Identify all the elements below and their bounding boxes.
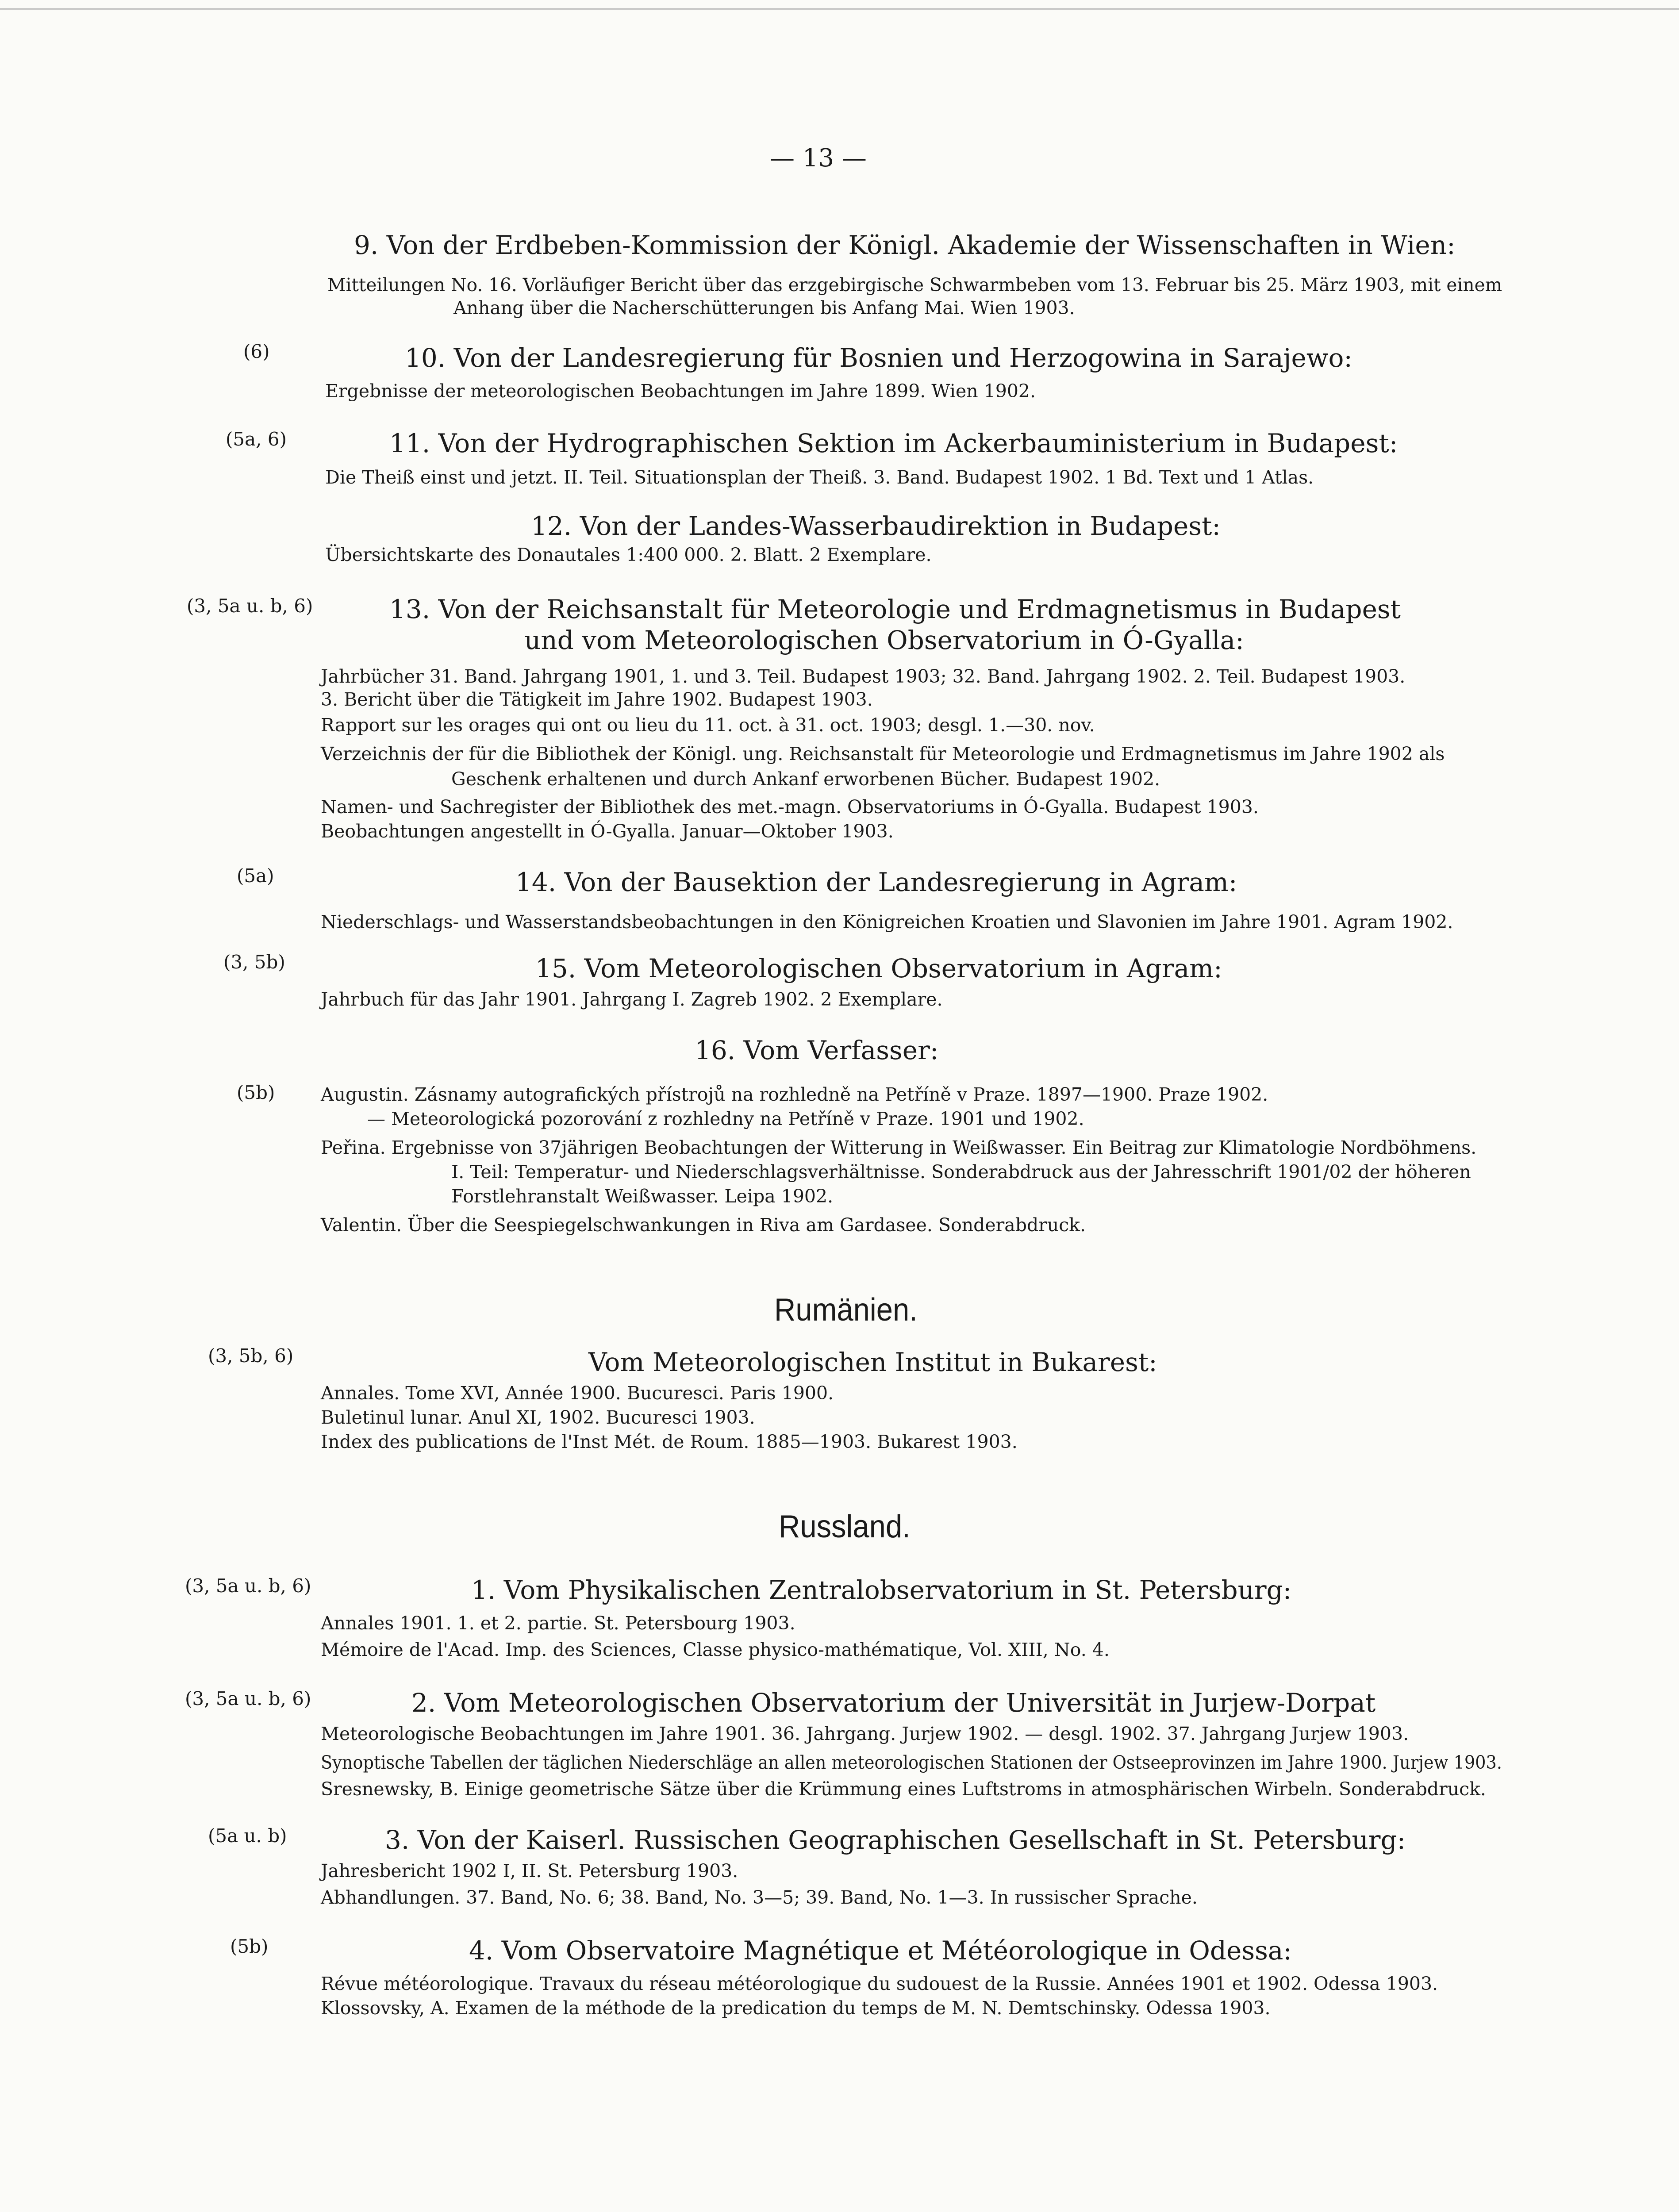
entry-heading: 15. Vom Meteorologischen Observatorium in Agram: xyxy=(535,953,1222,983)
entry-heading: 2. Vom Meteorologischen Observatorium der Universität in Jurjew-Dorpat xyxy=(411,1688,1376,1718)
scan-top-edge xyxy=(0,8,1679,10)
entry-line: Geschenk erhaltenen und durch Ankanf erworbenen Bücher. Budapest 1902. xyxy=(451,768,1160,790)
entry-tag: (3, 5b) xyxy=(223,951,285,973)
entry-line: Abhandlungen. 37. Band, No. 6; 38. Band, No. 3—5; 39. Band, No. 1—3. In russischer Sprache. xyxy=(321,1887,1198,1908)
entry-line: Buletinul lunar. Anul XI, 1902. Bucuresci 1903. xyxy=(321,1407,755,1428)
entry-heading: 3. Von der Kaiserl. Russischen Geographischen Gesellschaft in St. Petersburg: xyxy=(385,1825,1406,1855)
entry-line: Meteorologische Beobachtungen im Jahre 1901. 36. Jahrgang. Jurjew 1902. — desgl. 1902. 37. Jahrgang Jurjew 1903. xyxy=(321,1723,1409,1744)
entry-tag: (3, 5a u. b, 6) xyxy=(185,1575,311,1597)
entry-line: Révue météorologique. Travaux du réseau météorologique du sudouest de la Russie. Années 1901 et 1902. Odessa 1903. xyxy=(321,1973,1438,1994)
entry-heading: 9. Von der Erdbeben-Kommission der Königl. Akademie der Wissenschaften in Wien: xyxy=(354,230,1456,260)
page-number: — 13 — xyxy=(770,144,867,173)
entry-line: Augustin. Zásnamy autografických přístrojů na rozhledně na Petříně v Praze. 1897—1900. Praze 1902. xyxy=(321,1084,1268,1105)
entry-line: Beobachtungen angestellt in Ó-Gyalla. Januar—Oktober 1903. xyxy=(321,821,894,842)
entry-heading: 14. Von der Bausektion der Landesregierung in Agram: xyxy=(515,867,1237,897)
entry-tag: (3, 5a u. b, 6) xyxy=(185,1688,311,1709)
entry-tag: (3, 5b, 6) xyxy=(208,1345,294,1367)
entry-line: Forstlehranstalt Weißwasser. Leipa 1902. xyxy=(451,1186,834,1207)
entry-tag: (3, 5a u. b, 6) xyxy=(187,595,313,617)
entry-line: Sresnewsky, B. Einige geometrische Sätze über die Krümmung eines Luftstroms in atmosphärischen Wirbeln. Sonderabdruck. xyxy=(321,1778,1486,1800)
entry-heading-continued: und vom Meteorologischen Observatorium in Ó-Gyalla: xyxy=(524,625,1244,655)
entry-tag: (5a, 6) xyxy=(226,428,287,450)
entry-line: Niederschlags- und Wasserstandsbeobachtungen in den Königreichen Kroatien und Slavonien im Jahre 1901. Agram 1902. xyxy=(321,911,1453,933)
entry-line: Die Theiß einst und jetzt. II. Teil. Situationsplan der Theiß. 3. Band. Budapest 1902. 1 Bd. Text und 1 Atlas. xyxy=(325,467,1314,488)
entry-line: Annales 1901. 1. et 2. partie. St. Petersbourg 1903. xyxy=(321,1613,795,1634)
entry-line: 3. Bericht über die Tätigkeit im Jahre 1902. Budapest 1903. xyxy=(321,689,873,710)
entry-line: Rapport sur les orages qui ont ou lieu du 11. oct. à 31. oct. 1903; desgl. 1.—30. nov. xyxy=(321,714,1095,736)
entry-heading: 11. Von der Hydrographischen Sektion im Ackerbauministerium in Budapest: xyxy=(389,428,1398,458)
entry-line: Namen- und Sachregister der Bibliothek des met.-magn. Observatoriums in Ó-Gyalla. Budapest 1903. xyxy=(321,796,1259,818)
section-title-russia: Russland. xyxy=(779,1509,911,1544)
entry-line: Verzeichnis der für die Bibliothek der Königl. ung. Reichsanstalt für Meteorologie und Erdmagnetismus im Jahre 1902 als xyxy=(321,743,1445,764)
entry-line: Jahresbericht 1902 I, II. St. Petersburg 1903. xyxy=(321,1860,738,1882)
entry-line: Mitteilungen No. 16. Vorläufiger Bericht über das erzgebirgische Schwarmbeben vom 13. Februar bis 25. März 1903, mit einem xyxy=(327,274,1502,296)
entry-line: Synoptische Tabellen der täglichen Niederschläge an allen meteorologischen Stationen der Ostseeprovinzen im Jahre 1900. Jurjew 1903. xyxy=(321,1752,1502,1773)
entry-tag: (5b) xyxy=(237,1082,275,1103)
entry-heading: 1. Vom Physikalischen Zentralobservatorium in St. Petersburg: xyxy=(471,1575,1292,1605)
entry-heading: 13. Von der Reichsanstalt für Meteorologie und Erdmagnetismus in Budapest xyxy=(389,594,1401,624)
entry-line: — Meteorologická pozorování z rozhledny na Petříně v Praze. 1901 und 1902. xyxy=(367,1108,1084,1129)
entry-heading: Vom Meteorologischen Institut in Bukarest: xyxy=(588,1347,1157,1377)
entry-heading: 12. Von der Landes-Wasserbaudirektion in Budapest: xyxy=(531,511,1221,541)
entry-line: Valentin. Über die Seespiegelschwankungen in Riva am Gardasee. Sonderabdruck. xyxy=(321,1214,1086,1236)
entry-line: Annales. Tome XVI, Année 1900. Bucuresci. Paris 1900. xyxy=(321,1382,834,1404)
entry-tag: (6) xyxy=(243,341,270,362)
entry-line: Index des publications de l'Inst Mét. de Roum. 1885—1903. Bukarest 1903. xyxy=(321,1431,1018,1452)
entry-line: Jahrbücher 31. Band. Jahrgang 1901, 1. und 3. Teil. Budapest 1903; 32. Band. Jahrgang 1902. 2. Teil. Budapest 1903. xyxy=(321,666,1406,687)
entry-line: Klossovsky, A. Examen de la méthode de la predication du temps de M. N. Demtschinsky. Odessa 1903. xyxy=(321,1997,1271,2019)
entry-heading: 4. Vom Observatoire Magnétique et Météorologique in Odessa: xyxy=(469,1936,1292,1966)
entry-line: Peřina. Ergebnisse von 37jährigen Beobachtungen der Witterung in Weißwasser. Ein Beitrag zur Klimatologie Nordböhmens. xyxy=(321,1137,1477,1158)
entry-line: Ergebnisse der meteorologischen Beobachtungen im Jahre 1899. Wien 1902. xyxy=(325,380,1036,402)
entry-line: I. Teil: Temperatur- und Niederschlagsverhältnisse. Sonderabdruck aus der Jahresschrift 1901/02 der höheren xyxy=(451,1161,1471,1183)
entry-heading: 10. Von der Landesregierung für Bosnien und Herzogowina in Sarajewo: xyxy=(405,343,1352,373)
entry-line: Anhang über die Nacherschütterungen bis Anfang Mai. Wien 1903. xyxy=(453,297,1075,319)
entry-line: Übersichtskarte des Donautales 1:400 000. 2. Blatt. 2 Exemplare. xyxy=(325,544,932,565)
entry-tag: (5a u. b) xyxy=(208,1825,287,1847)
entry-line: Mémoire de l'Acad. Imp. des Sciences, Classe physico-mathématique, Vol. XIII, No. 4. xyxy=(321,1639,1110,1660)
entry-line: Jahrbuch für das Jahr 1901. Jahrgang I. Zagreb 1902. 2 Exemplare. xyxy=(321,989,943,1010)
entry-heading: 16. Vom Verfasser: xyxy=(695,1035,939,1065)
entry-tag: (5a) xyxy=(237,865,274,887)
entry-tag: (5b) xyxy=(230,1936,269,1957)
section-title-romania: Rumänien. xyxy=(774,1292,918,1328)
